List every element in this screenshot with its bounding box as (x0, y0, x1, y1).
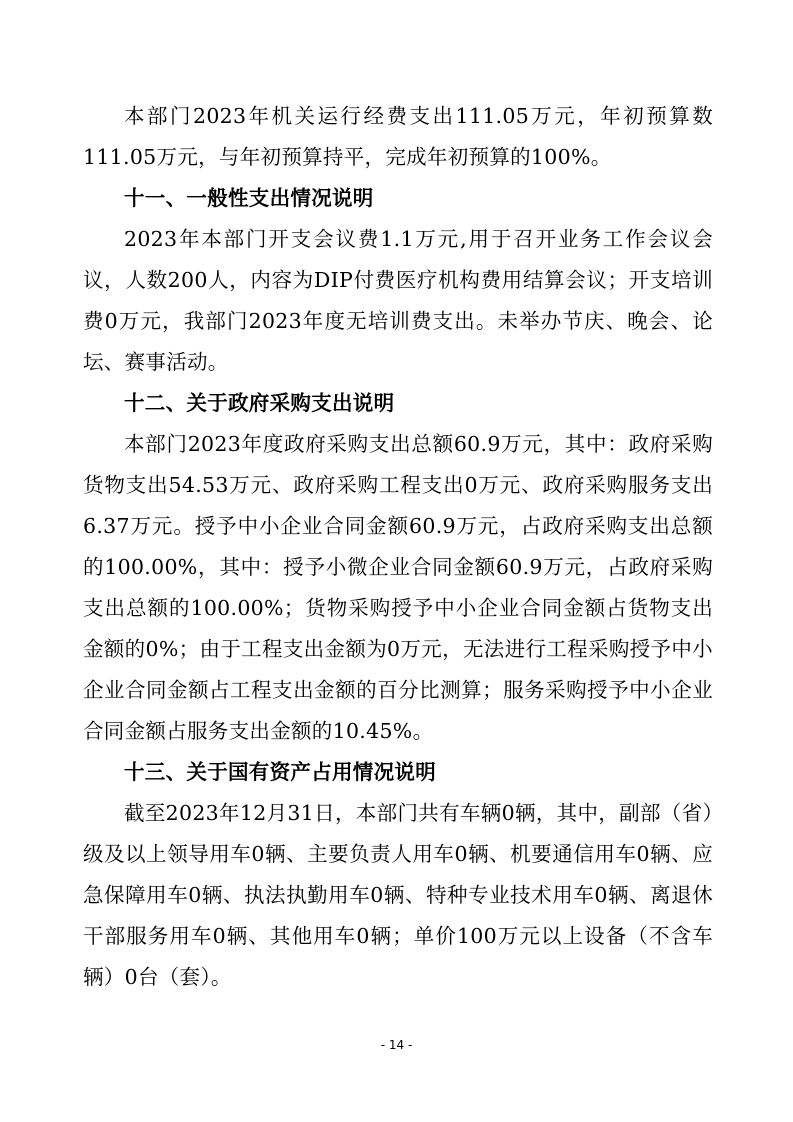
paragraph-operating-expenses: 本部门2023年机关运行经费支出111.05万元，年初预算数111.05万元，与年初预算持平，完成年初预算的100%。 (83, 104, 713, 169)
paragraph-general-expenditure: 2023年本部门开支会议费1.1万元,用于召开业务工作会议会议，人数200人，内容为DIP付费医疗机构费用结算会议；开支培训费0万元，我部门2023年度无培训费支出。未举办节庆、晚会、论坛、赛事活动。 (83, 227, 713, 374)
heading-general-expenditure: 十一、一般性支出情况说明 (124, 186, 374, 210)
heading-government-procurement: 十二、关于政府采购支出说明 (124, 391, 395, 415)
paragraph-government-procurement: 本部门2023年度政府采购支出总额60.9万元，其中：政府采购货物支出54.53万元、政府采购工程支出0万元、政府采购服务支出6.37万元。授予中小企业合同金额60.9万元，占政府采购支出总额的100.00%，其中：授予小微企业合同金额60.9万元，占政府采购支出总额的100.00%；货物采购授予中小企业合同金额占货物支出金额的0%；由于工程支出金额为0万元，无法进行工程采购授予中小企业合同金额占工程支出金额的百分比测算；服务采购授予中小企业合同金额占服务支出金额的10.45%。 (83, 432, 713, 743)
heading-state-assets: 十三、关于国有资产占用情况说明 (124, 760, 436, 784)
page-content (83, 96, 713, 998)
page-number: - 14 - (380, 1038, 413, 1052)
paragraph-state-assets: 截至2023年12月31日，本部门共有车辆0辆，其中，副部（省）级及以上领导用车0辆、主要负责人用车0辆、机要通信用车0辆、应急保障用车0辆、执法执勤用车0辆、特种专业技术用车0辆、离退休干部服务用车0辆、其他用车0辆；单价100万元以上设备（不含车辆）0台（套）。 (83, 801, 713, 989)
